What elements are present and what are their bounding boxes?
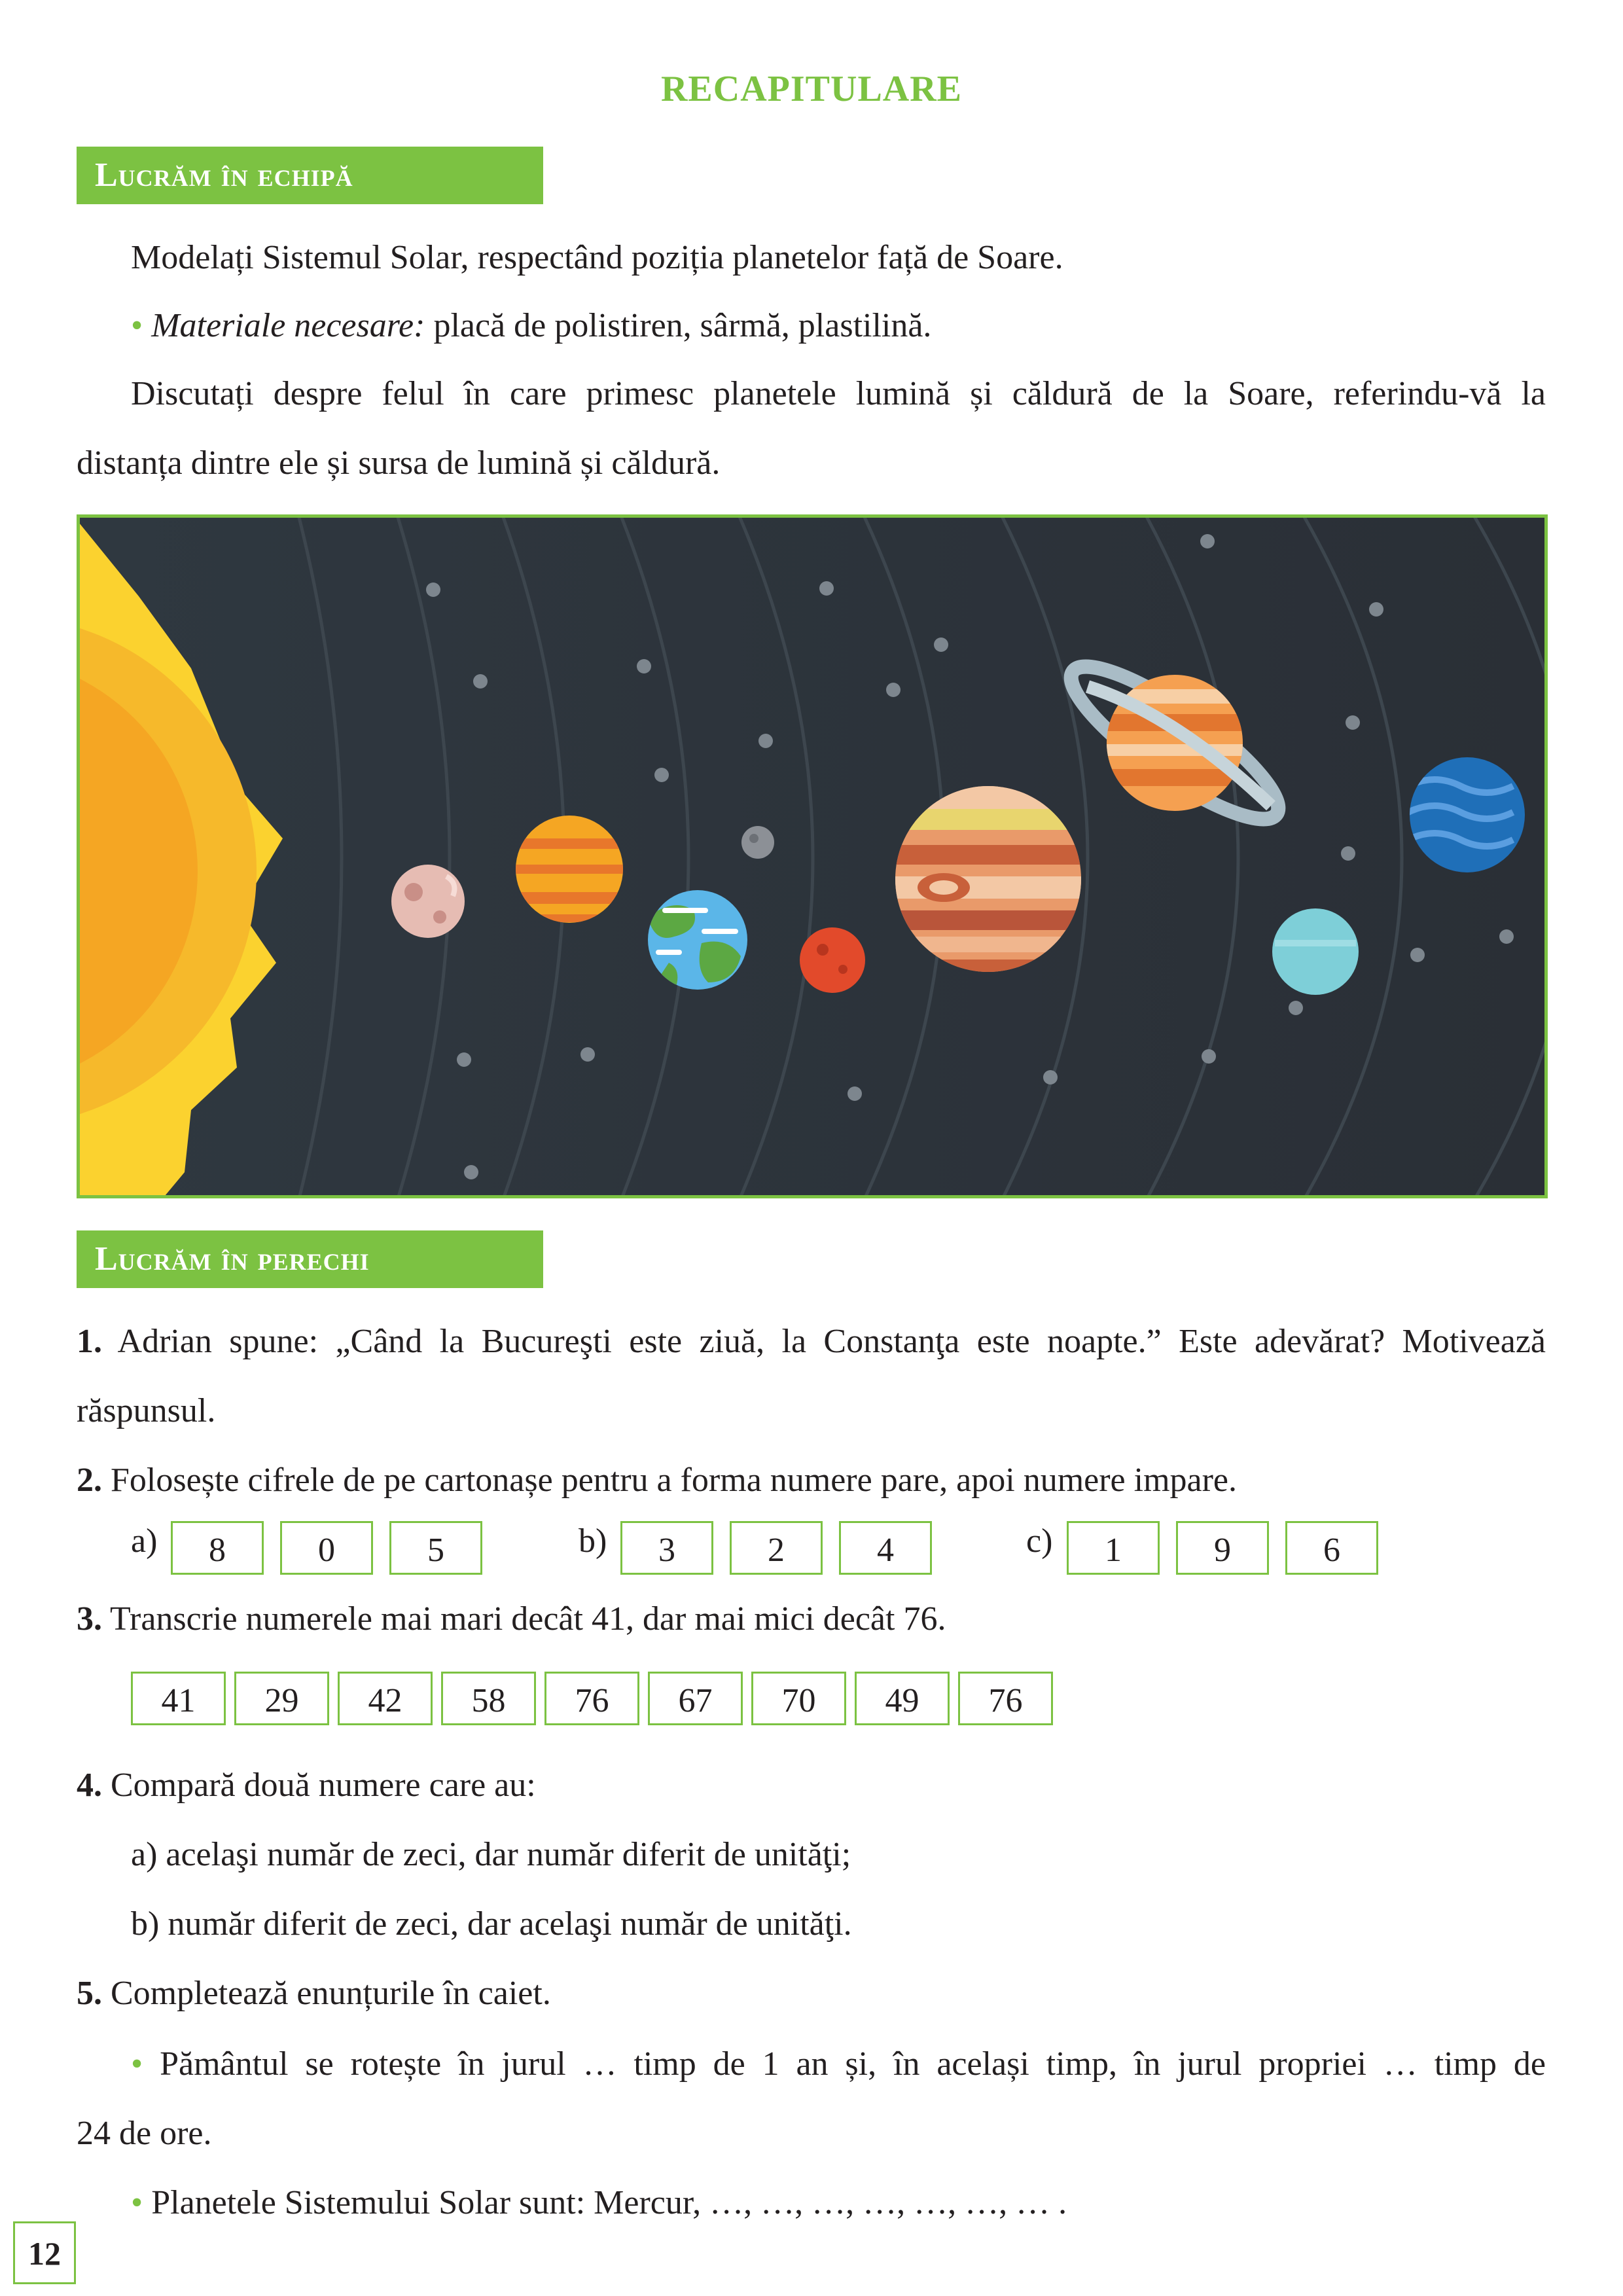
- bullet-icon: •: [131, 2184, 143, 2221]
- exercise-3-text: Transcrie numerele mai mari decât 41, dar mai mici decât 76.: [102, 1600, 946, 1638]
- exercise-2-number: 2.: [77, 1462, 102, 1499]
- page-title: RECAPITULARE: [660, 69, 963, 109]
- digit-card: 9: [1176, 1521, 1269, 1575]
- group-label-c: c): [1026, 1522, 1053, 1560]
- number-card: 41: [131, 1672, 226, 1725]
- materials-line: [131, 306, 931, 346]
- exercise-1-line-2: răspunsul.: [77, 1392, 216, 1429]
- exercise-1-line-1: [77, 1322, 1546, 1361]
- bullet-icon: •: [131, 307, 143, 344]
- exercise-3-number: 3.: [77, 1600, 102, 1638]
- bullet-icon: •: [131, 2045, 143, 2083]
- exercise-5-bullet-1-text: Pământul se rotește în jurul … timp de 1 an și, în același timp, în jurul propriei … timp de: [143, 2045, 1546, 2083]
- materials-label: Materiale necesare:: [151, 307, 425, 344]
- group-label-b: b): [579, 1522, 607, 1560]
- exercise-5-text: Completează enunțurile în caiet.: [102, 1975, 551, 2012]
- exercise-4-b: b) număr diferit de zeci, dar acelaşi număr de unităţi.: [131, 1905, 852, 1943]
- exercise-2-text: Folosește cifrele de pe cartonașe pentru a forma numere pare, apoi numere impare.: [102, 1462, 1238, 1499]
- number-card: 76: [544, 1672, 639, 1725]
- exercise-5-bullet-2: [131, 2183, 1067, 2223]
- digit-card: 8: [171, 1521, 264, 1575]
- exercise-5-bullet-1-line-2: 24 de ore.: [77, 2115, 212, 2152]
- digit-card: 5: [389, 1521, 482, 1575]
- team-intro: Modelați Sistemul Solar, respectând poziția planetelor față de Soare.: [131, 239, 1063, 276]
- digit-card: 1: [1067, 1521, 1160, 1575]
- exercise-5-bullet-2-text: Planetele Sistemului Solar sunt: Mercur, …, …, …, …, …, …, … .: [143, 2184, 1067, 2221]
- exercise-3-line: [77, 1600, 946, 1639]
- exercise-1-text: Adrian spune: „Când la Bucureşti este ziuă, la Constanţa este noapte.” Este adevărat? Motivează: [102, 1323, 1546, 1360]
- number-card: 49: [855, 1672, 950, 1725]
- number-card: 70: [751, 1672, 846, 1725]
- exercise-1-number: 1.: [77, 1323, 102, 1360]
- exercise-4-text: Compară două numere care au:: [102, 1767, 536, 1804]
- number-card: 58: [441, 1672, 536, 1725]
- digit-card: 0: [280, 1521, 373, 1575]
- discuss-line-2: distanța dintre ele și sursa de lumină și căldură.: [77, 444, 721, 482]
- materials-text: placă de polistiren, sârmă, plastilină.: [425, 307, 932, 344]
- earth-icon: [648, 890, 747, 990]
- discuss-line-1: Discutați despre felul în care primesc planetele lumină și căldură de la Soare, referindu-vă la: [131, 375, 1546, 412]
- number-card: 76: [958, 1672, 1053, 1725]
- digit-card: 3: [620, 1521, 713, 1575]
- number-card: 29: [234, 1672, 329, 1725]
- exercise-5-number: 5.: [77, 1975, 102, 2012]
- exercise-4-number: 4.: [77, 1767, 102, 1804]
- exercise-5-bullet-1-line-1: [131, 2045, 1546, 2084]
- group-label-a: a): [131, 1522, 158, 1560]
- uranus-icon: [1272, 908, 1359, 995]
- digit-card: 6: [1285, 1521, 1378, 1575]
- section-heading-pairs: Lucrăm în perechi: [77, 1230, 543, 1288]
- mercury-icon: [391, 865, 465, 938]
- section-heading-team: Lucrăm în echipă: [77, 147, 543, 204]
- digit-card: 2: [730, 1521, 823, 1575]
- page-number: 12: [13, 2221, 76, 2284]
- moon-icon: [741, 826, 774, 859]
- number-card: 67: [648, 1672, 743, 1725]
- exercise-4-line: [77, 1766, 536, 1805]
- number-card: 42: [338, 1672, 433, 1725]
- mars-icon: [800, 927, 865, 993]
- exercise-4-a: a) acelaşi număr de zeci, dar număr diferit de unităţi;: [131, 1836, 851, 1873]
- exercise-5-line: [77, 1974, 551, 2013]
- solar-system-illustration: [77, 514, 1548, 1198]
- digit-card: 4: [839, 1521, 932, 1575]
- exercise-2-line: [77, 1461, 1237, 1500]
